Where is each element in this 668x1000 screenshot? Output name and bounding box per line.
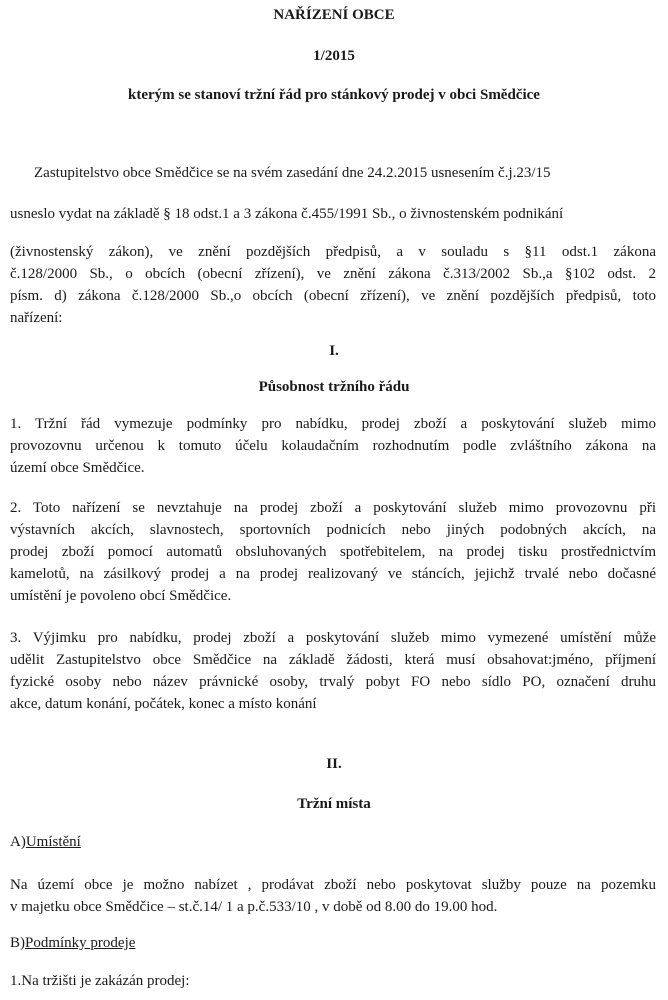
paragraph-line: udělit Zastupitelstvo obce Smědčice na základě žádosti, která musí obsahovat:jméno, příjmení <box>10 652 656 668</box>
paragraph-line: fyzické osoby nebo název právnické osoby, trvalý pobyt FO nebo sídlo PO, označení druhu <box>10 674 656 690</box>
subsection-b-prefix: B) <box>10 935 25 951</box>
paragraph-line: umístění je povoleno obcí Smědčice. <box>10 588 232 604</box>
section-1-paragraph-1 <box>10 413 656 479</box>
document-subtitle: kterým se stanoví tržní řád pro stánkový prodej v obci Smědčice <box>128 87 540 103</box>
section-2-heading: Tržní místa <box>297 796 371 812</box>
document-number: 1/2015 <box>313 48 355 64</box>
paragraph-line: Na území obce je možno nabízet , prodávat zboží nebo poskytovat služby pouze na pozemku <box>10 877 656 893</box>
paragraph-line: kamelotů, na zásilkový prodej a na prodej realizovaný ve stáncích, jejichž trvalé nebo dočasné <box>10 566 656 582</box>
subsection-b-title: Podmínky prodeje <box>25 935 136 951</box>
paragraph-line: 3. Výjimku pro nabídku, prodej zboží a poskytování služeb mimo vymezené umístění může <box>10 630 656 646</box>
subsection-b-line-1: 1.Na tržišti je zakázán prodej: <box>10 973 190 989</box>
paragraph-line: 1. Tržní řád vymezuje podmínky pro nabídku, prodej zboží a poskytování služeb mimo <box>10 416 656 432</box>
section-1-numeral: I. <box>329 343 339 359</box>
subsection-a-paragraph <box>10 874 656 918</box>
intro-line-5: písm. d) zákona č.128/2000 Sb.,o obcích (obecní zřízení), ve znění pozdějších předpisů, toto <box>10 288 656 304</box>
subsection-a-title: Umístění <box>25 834 81 850</box>
section-1-heading: Působnost tržního řádu <box>258 379 410 395</box>
intro-line-4: č.128/2000 Sb., o obcích (obecní zřízení), ve znění zákona č.313/2002 Sb.,a §102 odst. 2 <box>10 266 656 282</box>
section-1-paragraph-2 <box>10 497 656 607</box>
paragraph-line: území obce Smědčice. <box>10 460 145 476</box>
section-1-paragraph-3 <box>10 627 656 715</box>
intro-line-6: nařízení: <box>10 310 63 326</box>
subsection-a-prefix: A) <box>10 834 26 850</box>
document-title: NAŘÍZENÍ OBCE <box>273 7 395 23</box>
paragraph-line: prodej zboží pomocí automatů obsluhovaných spotřebitelem, na prodej tisku prostřednictvím <box>10 544 656 560</box>
section-2-numeral: II. <box>326 756 342 772</box>
paragraph-line: výstavních akcích, slavnostech, sportovních podnicích nebo jiných podobných akcích, na <box>10 522 656 538</box>
intro-line-3: (živnostenský zákon), ve znění pozdějších předpisů, a v souladu s §11 odst.1 zákona <box>10 244 656 260</box>
subsection-a-heading <box>10 833 81 852</box>
paragraph-line: provozovnu určenou k tomuto účelu kolaudačním rozhodnutím podle zvláštního zákona na <box>10 438 656 454</box>
paragraph-line: akce, datum konání, počátek, konec a místo konání <box>10 696 317 712</box>
paragraph-line: v majetku obce Smědčice – st.č.14/ 1 a p.č.533/10 , v době od 8.00 do 19.00 hod. <box>10 899 498 915</box>
subsection-b-heading <box>10 934 135 953</box>
intro-paragraph <box>10 241 656 329</box>
intro-line-2: usneslo vydat na základě § 18 odst.1 a 3 zákona č.455/1991 Sb., o živnostenském podnikání <box>10 206 564 222</box>
intro-line-1: Zastupitelstvo obce Smědčice se na svém zasedání dne 24.2.2015 usnesením č.j.23/15 <box>34 165 551 181</box>
paragraph-line: 2. Toto nařízení se nevztahuje na prodej zboží a poskytování služeb mimo provozovnu při <box>10 500 656 516</box>
